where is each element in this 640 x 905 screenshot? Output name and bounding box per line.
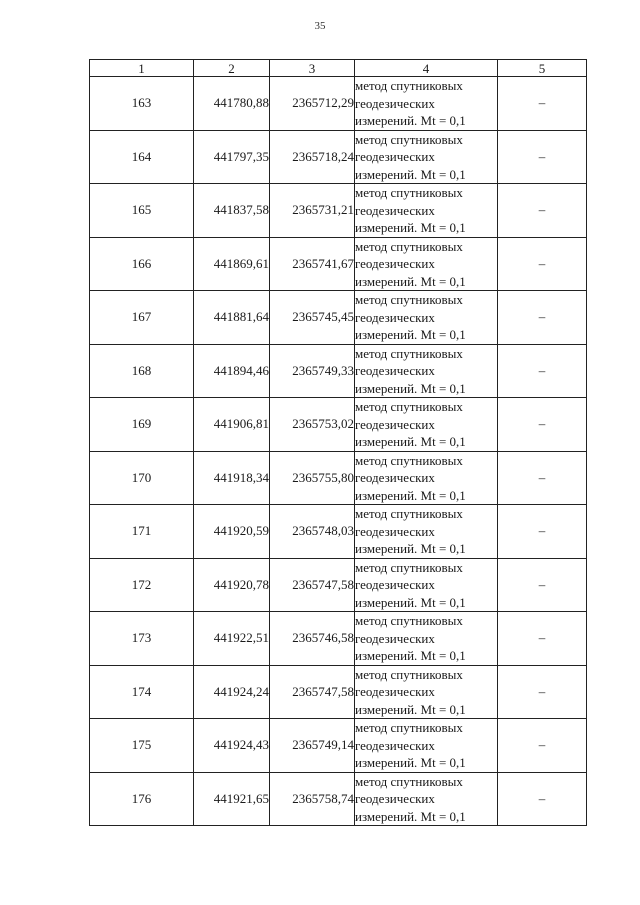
- y-coordinate-cell: 2365731,21: [270, 184, 355, 238]
- method-line: геодезических: [355, 737, 435, 753]
- method-cell: [355, 558, 498, 612]
- table-row: [90, 612, 587, 666]
- dash-cell: –: [498, 398, 587, 452]
- method-cell: [355, 772, 498, 826]
- x-coordinate-cell: 441924,43: [194, 719, 270, 773]
- method-line: геодезических: [355, 202, 435, 218]
- method-line: геодезических: [355, 684, 435, 699]
- table-row: [90, 344, 587, 398]
- dash-cell: –: [498, 344, 587, 398]
- y-coordinate-cell: 2365747,58: [270, 665, 355, 719]
- method-line: геодезических: [355, 309, 435, 325]
- x-coordinate-cell: 441924,24: [194, 665, 270, 719]
- y-coordinate-cell: 2365748,03: [270, 505, 355, 559]
- x-coordinate-cell: 441920,78: [194, 558, 270, 612]
- method-line: измерений. Mt = 0,1: [355, 273, 466, 289]
- dash-cell: –: [498, 772, 587, 826]
- method-line: геодезических: [355, 416, 435, 432]
- method-line: метод спутниковых: [355, 666, 463, 682]
- column-header-2: 2: [194, 60, 270, 77]
- x-coordinate-cell: 441869,61: [194, 237, 270, 291]
- method-line: метод спутниковых: [355, 399, 463, 414]
- method-line: метод спутниковых: [355, 238, 463, 254]
- y-coordinate-cell: 2365755,80: [270, 451, 355, 505]
- method-cell: [355, 184, 498, 238]
- method-line: метод спутниковых: [355, 345, 463, 361]
- table-row: [90, 665, 587, 719]
- method-line: метод спутниковых: [355, 506, 463, 521]
- method-line: измерений. Mt = 0,1: [355, 434, 466, 449]
- method-line: измерений. Mt = 0,1: [355, 113, 466, 128]
- method-line: геодезических: [355, 95, 435, 111]
- point-number-cell: 166: [90, 237, 194, 291]
- point-number-cell: 174: [90, 665, 194, 719]
- x-coordinate-cell: 441780,88: [194, 77, 270, 131]
- y-coordinate-cell: 2365741,67: [270, 237, 355, 291]
- dash-cell: –: [498, 451, 587, 505]
- method-line: измерений. Mt = 0,1: [355, 380, 466, 396]
- dash-cell: –: [498, 184, 587, 238]
- method-line: измерений. Mt = 0,1: [355, 487, 466, 503]
- method-line: геодезических: [355, 630, 435, 646]
- method-line: метод спутниковых: [355, 292, 463, 307]
- dash-cell: –: [498, 505, 587, 559]
- table-row: [90, 558, 587, 612]
- table-body: [90, 77, 587, 826]
- x-coordinate-cell: 441918,34: [194, 451, 270, 505]
- y-coordinate-cell: 2365753,02: [270, 398, 355, 452]
- method-cell: [355, 291, 498, 345]
- method-line: измерений. Mt = 0,1: [355, 808, 466, 824]
- method-line: метод спутниковых: [355, 773, 463, 789]
- method-line: метод спутниковых: [355, 559, 463, 575]
- y-coordinate-cell: 2365712,29: [270, 77, 355, 131]
- table-row: [90, 398, 587, 452]
- method-line: геодезических: [355, 577, 435, 592]
- method-line: измерений. Mt = 0,1: [355, 594, 466, 610]
- column-header-4: 4: [355, 60, 498, 77]
- x-coordinate-cell: 441837,58: [194, 184, 270, 238]
- table-row: [90, 772, 587, 826]
- method-cell: [355, 665, 498, 719]
- method-cell: [355, 398, 498, 452]
- y-coordinate-cell: 2365749,14: [270, 719, 355, 773]
- dash-cell: –: [498, 665, 587, 719]
- method-cell: [355, 505, 498, 559]
- table-row: [90, 505, 587, 559]
- coordinates-table: [89, 59, 587, 826]
- method-line: измерений. Mt = 0,1: [355, 166, 466, 182]
- method-line: измерений. Mt = 0,1: [355, 541, 466, 556]
- dash-cell: –: [498, 719, 587, 773]
- method-line: метод спутниковых: [355, 613, 463, 628]
- method-line: измерений. Mt = 0,1: [355, 220, 466, 235]
- point-number-cell: 163: [90, 77, 194, 131]
- method-line: метод спутниковых: [355, 185, 463, 200]
- dash-cell: –: [498, 77, 587, 131]
- method-line: метод спутниковых: [355, 131, 463, 147]
- point-number-cell: 169: [90, 398, 194, 452]
- point-number-cell: 170: [90, 451, 194, 505]
- table-row: [90, 719, 587, 773]
- table-row: [90, 237, 587, 291]
- method-line: измерений. Mt = 0,1: [355, 648, 466, 663]
- method-cell: [355, 130, 498, 184]
- method-cell: [355, 451, 498, 505]
- method-line: геодезических: [355, 470, 435, 485]
- dash-cell: –: [498, 291, 587, 345]
- column-header-1: 1: [90, 60, 194, 77]
- method-cell: [355, 344, 498, 398]
- point-number-cell: 176: [90, 772, 194, 826]
- method-line: геодезических: [355, 523, 435, 539]
- point-number-cell: 168: [90, 344, 194, 398]
- y-coordinate-cell: 2365718,24: [270, 130, 355, 184]
- method-line: геодезических: [355, 363, 435, 378]
- method-line: метод спутниковых: [355, 78, 463, 93]
- y-coordinate-cell: 2365745,45: [270, 291, 355, 345]
- x-coordinate-cell: 441922,51: [194, 612, 270, 666]
- point-number-cell: 167: [90, 291, 194, 345]
- page-number: 35: [314, 20, 326, 32]
- x-coordinate-cell: 441906,81: [194, 398, 270, 452]
- column-header-5: 5: [498, 60, 587, 77]
- x-coordinate-cell: 441881,64: [194, 291, 270, 345]
- method-line: измерений. Mt = 0,1: [355, 701, 466, 717]
- point-number-cell: 164: [90, 130, 194, 184]
- x-coordinate-cell: 441894,46: [194, 344, 270, 398]
- method-cell: [355, 612, 498, 666]
- method-cell: [355, 77, 498, 131]
- x-coordinate-cell: 441797,35: [194, 130, 270, 184]
- dash-cell: –: [498, 130, 587, 184]
- method-line: измерений. Mt = 0,1: [355, 327, 466, 342]
- point-number-cell: 171: [90, 505, 194, 559]
- table-row: [90, 130, 587, 184]
- method-line: геодезических: [355, 149, 435, 164]
- method-line: геодезических: [355, 256, 435, 271]
- column-header-3: 3: [270, 60, 355, 77]
- table-row: [90, 451, 587, 505]
- y-coordinate-cell: 2365749,33: [270, 344, 355, 398]
- method-line: геодезических: [355, 791, 435, 806]
- point-number-cell: 173: [90, 612, 194, 666]
- x-coordinate-cell: 441920,59: [194, 505, 270, 559]
- y-coordinate-cell: 2365758,74: [270, 772, 355, 826]
- method-cell: [355, 719, 498, 773]
- table-row: [90, 291, 587, 345]
- table-row: [90, 184, 587, 238]
- method-line: метод спутниковых: [355, 720, 463, 735]
- method-cell: [355, 237, 498, 291]
- method-line: измерений. Mt = 0,1: [355, 755, 466, 770]
- table-row: [90, 77, 587, 131]
- dash-cell: –: [498, 558, 587, 612]
- dash-cell: –: [498, 612, 587, 666]
- point-number-cell: 175: [90, 719, 194, 773]
- y-coordinate-cell: 2365746,58: [270, 612, 355, 666]
- dash-cell: –: [498, 237, 587, 291]
- table-header-row: [90, 60, 587, 77]
- point-number-cell: 172: [90, 558, 194, 612]
- point-number-cell: 165: [90, 184, 194, 238]
- method-line: метод спутниковых: [355, 452, 463, 468]
- x-coordinate-cell: 441921,65: [194, 772, 270, 826]
- y-coordinate-cell: 2365747,58: [270, 558, 355, 612]
